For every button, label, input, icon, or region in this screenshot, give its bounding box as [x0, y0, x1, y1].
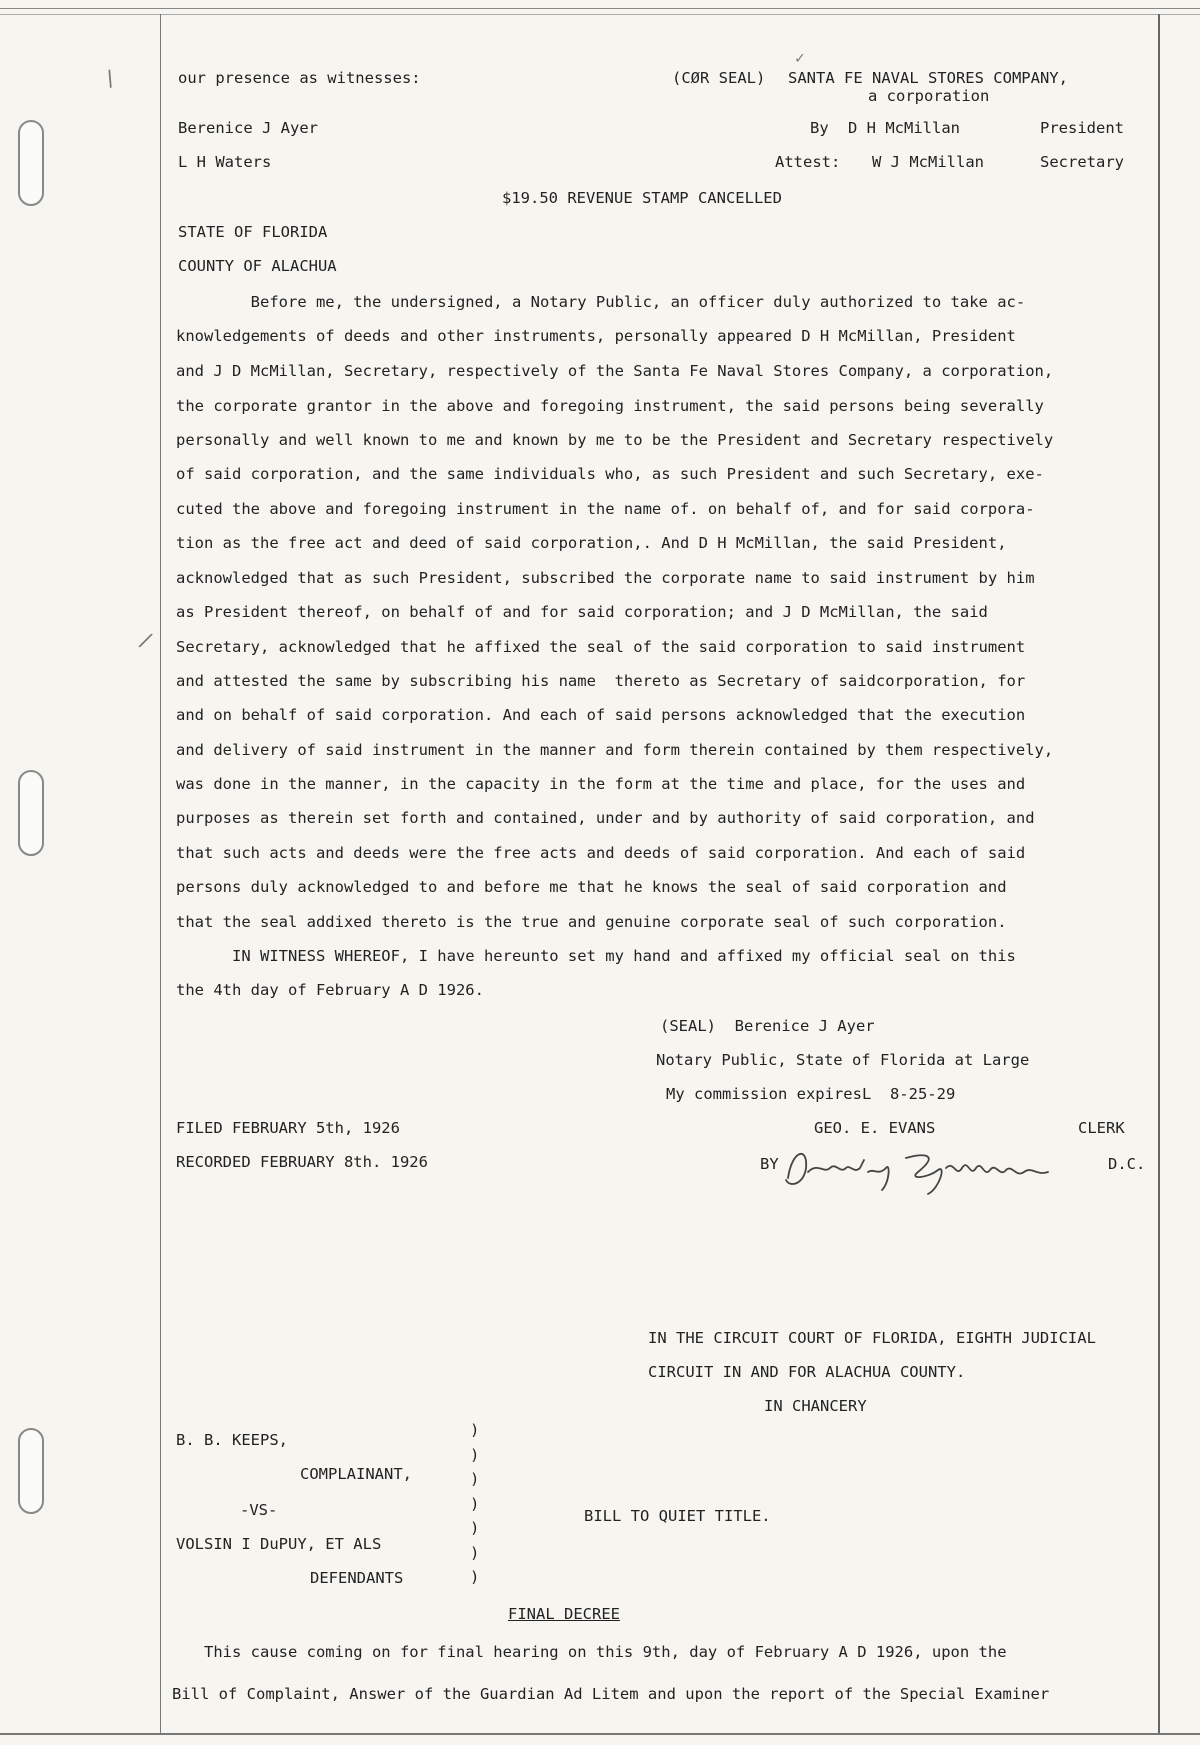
- revenue-stamp-line: $19.50 REVENUE STAMP CANCELLED: [502, 189, 782, 207]
- ack-line: Before me, the undersigned, a Notary Public, an officer duly authorized to take ac-: [176, 293, 1026, 311]
- complainant-label: COMPLAINANT,: [300, 1465, 412, 1483]
- caption-bracket: ) ) ) ) ) ) ): [470, 1421, 480, 1586]
- ack-line: of said corporation, and the same individuals who, as such President and such Secretary, exe-: [176, 465, 1044, 483]
- ack-line: purposes as therein set forth and contained, under and by authority of said corporation, and: [176, 809, 1035, 827]
- ack-line: persons duly acknowledged to and before me that he knows the seal of said corporation and: [176, 878, 1007, 896]
- clerk-title: CLERK: [1078, 1119, 1125, 1137]
- defendants-label: DEFENDANTS: [310, 1569, 404, 1587]
- court-line-1: IN THE CIRCUIT COURT OF FLORIDA, EIGHTH JUDICIAL: [648, 1329, 1096, 1347]
- by-label: By: [810, 119, 829, 137]
- check-mark-top: ✓: [795, 48, 805, 67]
- defendant-name: VOLSIN I DuPUY, ET ALS: [176, 1535, 382, 1553]
- ack-line: personally and well known to me and known by me to be the President and Secretary respectively: [176, 431, 1054, 449]
- top-rule-inner: [0, 14, 1200, 15]
- pencil-mark-middle: /: [136, 626, 156, 654]
- binder-hole-bottom: [18, 1428, 44, 1514]
- ack-line: as President thereof, on behalf of and for said corporation; and J D McMillan, the said: [176, 603, 988, 621]
- dc-label: D.C.: [1108, 1155, 1146, 1173]
- ack-line: the corporate grantor in the above and foregoing instrument, the said persons being severally: [176, 397, 1044, 415]
- bill-title: BILL TO QUIET TITLE.: [584, 1507, 771, 1525]
- secretary-name: W J McMillan: [872, 153, 984, 171]
- notary-seal-line: (SEAL) Berenice J Ayer: [660, 1017, 875, 1035]
- notary-commission-line: My commission expiresL 8-25-29: [666, 1085, 956, 1103]
- ack-line: and J D McMillan, Secretary, respectively of the Santa Fe Naval Stores Company, a corporation,: [176, 362, 1054, 380]
- ack-line: and delivery of said instrument in the manner and form therein contained by them respectively,: [176, 741, 1054, 759]
- president-name: D H McMillan: [848, 119, 960, 137]
- ack-line: and attested the same by subscribing his name thereto as Secretary of saidcorporation, for: [176, 672, 1026, 690]
- versus-label: -VS-: [240, 1501, 278, 1519]
- decree-title: FINAL DECREE: [508, 1605, 620, 1623]
- ack-line: was done in the manner, in the capacity in the form at the time and place, for the uses and: [176, 775, 1026, 793]
- pencil-mark-top: /: [98, 64, 122, 92]
- court-line-2: CIRCUIT IN AND FOR ALACHUA COUNTY.: [648, 1363, 966, 1381]
- witness-2: L H Waters: [178, 153, 272, 171]
- ack-line: knowledgements of deeds and other instruments, personally appeared D H McMillan, President: [176, 327, 1016, 345]
- complainant-name: B. B. KEEPS,: [176, 1431, 288, 1449]
- ack-line: that the seal addixed thereto is the true and genuine corporate seal of such corporation.: [176, 913, 1007, 931]
- president-title: President: [1040, 119, 1124, 137]
- company-type: a corporation: [868, 87, 990, 105]
- company-name: SANTA FE NAVAL STORES COMPANY,: [788, 69, 1068, 87]
- witness-1: Berenice J Ayer: [178, 119, 318, 137]
- recorded-line: RECORDED FEBRUARY 8th. 1926: [176, 1153, 428, 1171]
- county-line: COUNTY OF ALACHUA: [178, 257, 337, 275]
- ack-line: that such acts and deeds were the free acts and deeds of said corporation. And each of said: [176, 844, 1026, 862]
- top-rule: [0, 8, 1200, 9]
- ack-line: the 4th day of February A D 1926.: [176, 981, 484, 999]
- decree-line-2: Bill of Complaint, Answer of the Guardian Ad Litem and upon the report of the Special Examiner: [172, 1685, 1050, 1703]
- ack-line: cuted the above and foregoing instrument in the name of. on behalf of, and for said corpora-: [176, 500, 1035, 518]
- corp-seal-label: (CØR SEAL): [672, 69, 766, 87]
- secretary-title: Secretary: [1040, 153, 1124, 171]
- attest-label: Attest:: [775, 153, 841, 171]
- bottom-rule: [0, 1733, 1200, 1735]
- deputy-clerk-signature: [778, 1138, 1068, 1198]
- ack-line: Secretary, acknowledged that he affixed the seal of the said corporation to said instrument: [176, 638, 1026, 656]
- binder-hole-middle: [18, 770, 44, 856]
- court-line-3: IN CHANCERY: [764, 1397, 867, 1415]
- binder-hole-top: [18, 120, 44, 206]
- clerk-name: GEO. E. EVANS: [814, 1119, 936, 1137]
- decree-line-1: This cause coming on for final hearing on this 9th, day of February A D 1926, upon the: [176, 1643, 1007, 1661]
- ack-line: IN WITNESS WHEREOF, I have hereunto set my hand and affixed my official seal on this: [176, 947, 1016, 965]
- right-margin-rule: [1158, 14, 1160, 1734]
- notary-title-line: Notary Public, State of Florida at Large: [656, 1051, 1030, 1069]
- witness-header: our presence as witnesses:: [178, 69, 421, 87]
- ack-line: and on behalf of said corporation. And each of said persons acknowledged that the execution: [176, 706, 1026, 724]
- left-margin-rule: [160, 14, 161, 1734]
- ack-line: tion as the free act and deed of said corporation,. And D H McMillan, the said President,: [176, 534, 1007, 552]
- state-line: STATE OF FLORIDA: [178, 223, 328, 241]
- ack-line: acknowledged that as such President, subscribed the corporate name to said instrument by him: [176, 569, 1035, 587]
- by-dc-label: BY: [760, 1155, 779, 1173]
- filed-line: FILED FEBRUARY 5th, 1926: [176, 1119, 400, 1137]
